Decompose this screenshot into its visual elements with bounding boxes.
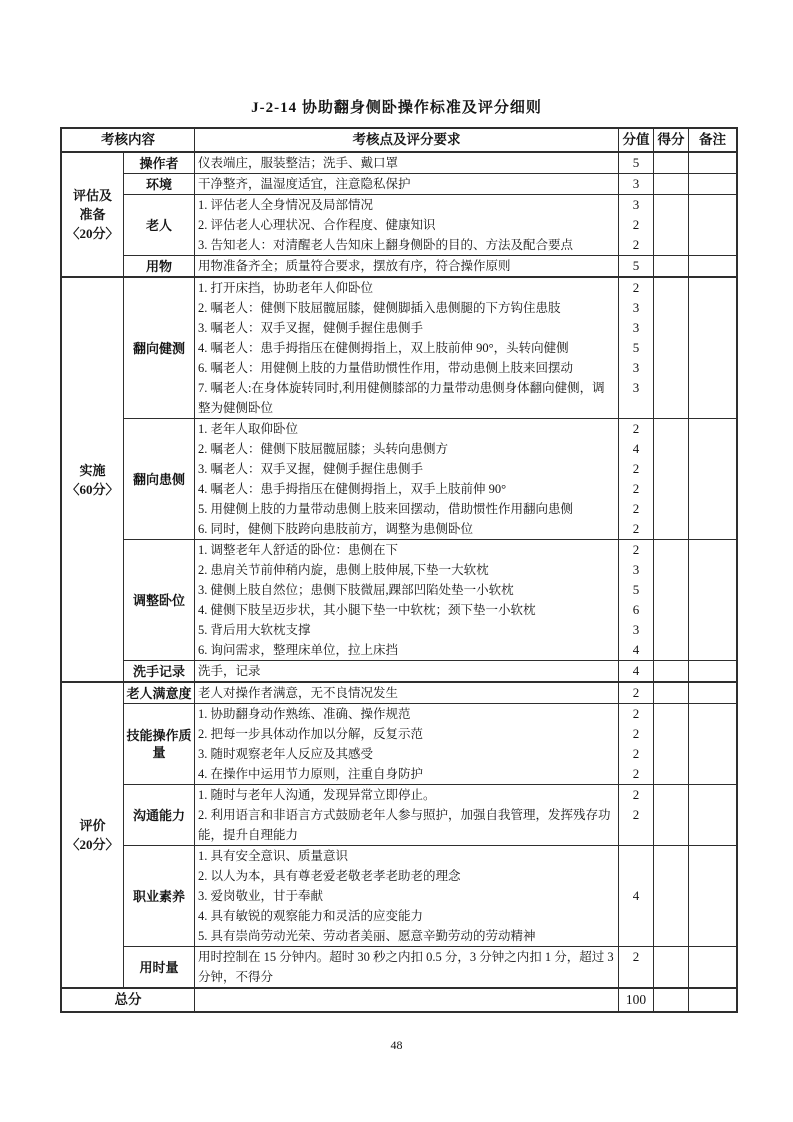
row-label: 翻向患侧: [124, 419, 195, 539]
header-cell-remark: 备注: [688, 129, 736, 151]
group-label-line: 实施: [79, 462, 106, 478]
item-row: [195, 298, 736, 318]
score-cell: 5: [618, 256, 653, 276]
gain-cell: [653, 540, 688, 560]
score-cell: 3: [618, 298, 653, 318]
score-cell: 2: [618, 479, 653, 499]
gain-cell: [653, 278, 688, 298]
remark-cell: [688, 278, 736, 298]
remark-cell: [688, 358, 736, 378]
remark-cell: [688, 338, 736, 358]
gain-cell: [653, 195, 688, 215]
score-cell: 3: [618, 378, 653, 418]
items-cell: [195, 195, 736, 255]
remark-cell: [688, 174, 736, 194]
item-text: 1. 调整老年人舒适的卧位：患侧在下: [198, 543, 399, 557]
table-row: [124, 153, 736, 173]
gain-cell: [653, 744, 688, 764]
group-label-line: 准备: [79, 207, 106, 222]
item-text: 1. 协助翻身动作熟练、准确、操作规范: [198, 707, 411, 721]
item-row: [195, 479, 736, 499]
row-label: 用时量: [124, 947, 195, 987]
group-label-line: 〈60分〉: [66, 481, 119, 497]
score-cell: 2: [618, 215, 653, 235]
group-rows: [124, 278, 736, 681]
item-text: 6. 询问需求，整理床单位，拉上床挡: [198, 643, 399, 657]
score-cell: 4: [618, 661, 653, 681]
item-row: [195, 358, 736, 378]
score-cell: 2: [618, 744, 653, 764]
score-cell: 3: [618, 560, 653, 580]
gain-cell: [653, 704, 688, 724]
items-cell: [195, 153, 736, 173]
row-label: 技能操作质量: [124, 704, 195, 784]
item-row: [195, 540, 736, 560]
item-row: [195, 704, 736, 724]
gain-cell: [653, 318, 688, 338]
score-cell: 2: [618, 499, 653, 519]
item-text: 2. 患肩关节前伸稍内旋，患侧上肢伸展,下垫一大软枕: [198, 563, 489, 577]
gain-cell: [653, 640, 688, 660]
gain-cell: [653, 519, 688, 539]
remark-cell: [688, 785, 736, 805]
remark-cell: [688, 683, 736, 703]
items-cell: [195, 846, 618, 946]
item-text: 2. 把每一步具体动作加以分解，反复示范: [198, 727, 424, 741]
item-text: 4. 在操作中运用节力原则，注重自身防护: [198, 767, 424, 781]
item-row: [195, 560, 736, 580]
group-label-cell: [62, 278, 124, 681]
item-text: 2. 评估老人心理状况、合作程度、健康知识: [198, 218, 436, 232]
row-label: 职业素养: [124, 846, 195, 946]
remark-cell: [688, 704, 736, 724]
item-text: 3. 嘱老人：双手叉握，健侧手握住患侧手: [198, 321, 424, 335]
item-row: [195, 724, 736, 744]
gain-cell: [653, 174, 688, 194]
gain-cell: [653, 846, 688, 946]
item-row: [195, 805, 736, 845]
table-row: [124, 255, 736, 276]
item-text: 4. 健侧下肢呈迈步状，其小腿下垫一中软枕；颈下垫一小软枕: [198, 603, 536, 617]
table-row: [124, 173, 736, 194]
score-cell: 4: [618, 439, 653, 459]
group-label-cell: [62, 683, 124, 987]
item-row: [195, 661, 736, 681]
total-content-cell: [195, 989, 618, 1011]
score-cell: 2: [618, 704, 653, 724]
remark-cell: [688, 620, 736, 640]
gain-cell: [653, 479, 688, 499]
gain-cell: [653, 499, 688, 519]
remark-cell: [688, 846, 736, 946]
items-cell: [195, 278, 736, 418]
row-label: 操作者: [124, 153, 195, 173]
group-label-cell: [62, 153, 124, 276]
item-text: 干净整齐，温湿度适宜，注意隐私保护: [198, 177, 411, 191]
total-score-cell: 100: [618, 989, 653, 1011]
score-cell: 3: [618, 318, 653, 338]
item-text: 仪表端庄，服装整洁；洗手、戴口罩: [198, 156, 399, 170]
item-row: [195, 318, 736, 338]
item-row: [195, 378, 736, 418]
items-cell: [195, 947, 736, 987]
item-text: 5. 具有崇尚劳动光荣、劳动者美丽、愿意辛勤劳动的劳动精神: [198, 929, 536, 943]
gain-cell: [653, 683, 688, 703]
score-cell: 6: [618, 600, 653, 620]
gain-cell: [653, 947, 688, 987]
items-cell: [195, 540, 736, 660]
item-text: 6. 同时，健侧下肢跨向患肢前方，调整为患侧卧位: [198, 522, 474, 536]
gain-cell: [653, 419, 688, 439]
item-text: 1. 具有安全意识、质量意识: [198, 849, 349, 863]
gain-cell: [653, 805, 688, 845]
item-text: 6. 嘱老人：用健侧上肢的力量借助惯性作用，带动患侧上肢来回摆动: [198, 361, 574, 375]
remark-cell: [688, 805, 736, 845]
gain-cell: [653, 764, 688, 784]
score-cell: 3: [618, 174, 653, 194]
page-title: J-2-14 协助翻身侧卧操作标准及评分细则: [251, 100, 542, 116]
item-text: 2. 嘱老人：健侧下肢屈髋屈膝，健侧脚插入患侧腿的下方钩住患肢: [198, 301, 561, 315]
items-cell: [195, 661, 736, 681]
row-label: 环境: [124, 174, 195, 194]
table-row: [124, 703, 736, 784]
header-cell-gain: 得分: [653, 129, 688, 151]
remark-cell: [688, 378, 736, 418]
table-row: [124, 683, 736, 703]
section-row: [62, 681, 736, 987]
item-text: 5. 背后用大软枕支撑: [198, 623, 311, 637]
item-row: [195, 580, 736, 600]
gain-cell: [653, 338, 688, 358]
score-cell: 3: [618, 195, 653, 215]
items-cell: [195, 785, 736, 845]
item-text: 用时控制在 15 分钟内。超时 30 秒之内扣 0.5 分，3 分钟之内扣 1 分，超过 3 分钟，不得分: [198, 950, 614, 984]
remark-cell: [688, 215, 736, 235]
item-text: 5. 用健侧上肢的力量带动患侧上肢来回摆动，借助惯性作用翻向患侧: [198, 502, 574, 516]
gain-cell: [653, 235, 688, 255]
remark-cell: [688, 439, 736, 459]
gain-cell: [653, 358, 688, 378]
score-cell: 5: [618, 153, 653, 173]
row-label: 沟通能力: [124, 785, 195, 845]
item-row: [195, 419, 736, 439]
items-cell: [195, 704, 736, 784]
gain-cell: [653, 459, 688, 479]
item-row: [195, 256, 736, 276]
remark-cell: [688, 540, 736, 560]
score-cell: 2: [618, 419, 653, 439]
score-cell: 3: [618, 358, 653, 378]
remark-cell: [688, 499, 736, 519]
items-cell: [195, 174, 736, 194]
table-row: [124, 784, 736, 845]
remark-cell: [688, 600, 736, 620]
remark-cell: [688, 153, 736, 173]
table-row: [124, 539, 736, 660]
score-cell: 4: [618, 846, 653, 946]
table-row: [124, 418, 736, 539]
items-cell: [195, 683, 736, 703]
gain-cell: [653, 620, 688, 640]
group-rows: [124, 153, 736, 276]
group-label-line: 评估及: [72, 188, 112, 203]
group-label-line: 〈20分〉: [66, 226, 119, 241]
item-row: [195, 195, 736, 215]
gain-cell: [653, 560, 688, 580]
gain-cell: [653, 724, 688, 744]
item-text: 3. 嘱老人：双手叉握，健侧手握住患侧手: [198, 462, 424, 476]
score-cell: 2: [618, 540, 653, 560]
score-cell: 2: [618, 947, 653, 987]
item-row: [195, 744, 736, 764]
score-cell: 5: [618, 580, 653, 600]
items-cell: [195, 256, 736, 276]
item-row: [195, 640, 736, 660]
gain-cell: [653, 600, 688, 620]
section-row: [62, 153, 736, 276]
item-row: [195, 153, 736, 173]
section-row: [62, 276, 736, 681]
row-label: 调整卧位: [124, 540, 195, 660]
remark-cell: [688, 318, 736, 338]
score-cell: 2: [618, 459, 653, 479]
score-cell: 2: [618, 805, 653, 845]
total-label: 总分: [62, 989, 195, 1011]
row-label: 用物: [124, 256, 195, 276]
item-text: 老人对操作者满意，无不良情况发生: [198, 686, 399, 700]
item-text: 2. 嘱老人：健侧下肢屈髋屈膝；头转向患侧方: [198, 442, 449, 456]
table-row: [124, 278, 736, 418]
page-number: 48: [390, 1038, 403, 1052]
score-table: [60, 127, 738, 1013]
row-label: 洗手记录: [124, 661, 195, 681]
table-row: [124, 845, 736, 946]
score-cell: 2: [618, 764, 653, 784]
gain-cell: [653, 215, 688, 235]
item-text: 4. 具有敏锐的观察能力和灵活的应变能力: [198, 909, 424, 923]
item-text: 1. 打开床挡，协助老年人仰卧位: [198, 281, 374, 295]
gain-cell: [653, 298, 688, 318]
remark-cell: [688, 640, 736, 660]
item-text: 7. 嘱老人:在身体旋转同时,利用健侧膝部的力量带动患侧身体翻向健侧，调整为健侧卧位: [198, 381, 605, 415]
item-row: [195, 174, 736, 194]
remark-cell: [688, 764, 736, 784]
item-row: [195, 519, 736, 539]
item-text: 2. 利用语言和非语言方式鼓励老年人参与照护，加强自我管理，发挥残存功能，提升自理能力: [198, 808, 611, 842]
gain-cell: [653, 661, 688, 681]
score-cell: 5: [618, 338, 653, 358]
group-label-line: 〈20分〉: [66, 837, 119, 852]
total-gain-cell: [653, 989, 688, 1011]
group-rows: [124, 683, 736, 987]
item-text: 洗手，记录: [198, 664, 261, 678]
table-row: [124, 660, 736, 681]
gain-cell: [653, 153, 688, 173]
score-cell: 2: [618, 683, 653, 703]
item-row: [195, 947, 736, 987]
row-label: 老人满意度: [124, 683, 195, 703]
gain-cell: [653, 256, 688, 276]
remark-cell: [688, 459, 736, 479]
remark-cell: [688, 479, 736, 499]
total-remark-cell: [688, 989, 736, 1011]
remark-cell: [688, 560, 736, 580]
item-row: [195, 439, 736, 459]
gain-cell: [653, 439, 688, 459]
table-row: [124, 946, 736, 987]
item-row: [195, 683, 736, 703]
item-text: 4. 嘱老人：患手拇指压在健侧拇指上，双手上肢前伸 90°: [198, 482, 507, 496]
remark-cell: [688, 235, 736, 255]
item-row: [195, 764, 736, 784]
score-cell: 4: [618, 640, 653, 660]
remark-cell: [688, 419, 736, 439]
score-cell: 2: [618, 278, 653, 298]
remark-cell: [688, 744, 736, 764]
gain-cell: [653, 580, 688, 600]
header-cell-points: 考核点及评分要求: [352, 132, 461, 147]
score-cell: 2: [618, 724, 653, 744]
item-text: 1. 老年人取仰卧位: [198, 422, 299, 436]
item-row: [195, 459, 736, 479]
item-text: 3. 告知老人：对清醒老人告知床上翻身侧卧的目的、方法及配合要点: [198, 238, 574, 252]
item-text: 2. 以人为本，具有尊老爱老敬老孝老助老的理念: [198, 869, 461, 883]
item-row: [195, 620, 736, 640]
score-cell: 2: [618, 519, 653, 539]
table-row: [124, 194, 736, 255]
gain-cell: [653, 785, 688, 805]
remark-cell: [688, 195, 736, 215]
item-text: 3. 健侧上肢自然位；患侧下肢微屈,踝部凹陷处垫一小软枕: [198, 583, 514, 597]
table-header-row: [62, 129, 736, 153]
row-label: 老人: [124, 195, 195, 255]
item-text: 1. 评估老人全身情况及局部情况: [198, 198, 374, 212]
gain-cell: [653, 378, 688, 418]
item-text: 4. 嘱老人：患手拇指压在健侧拇指上，双上肢前伸 90°，头转向健侧: [198, 341, 569, 355]
header-cell-score: 分值: [618, 129, 653, 151]
item-text: 3. 随时观察老年人反应及其感受: [198, 747, 374, 761]
item-row: [195, 785, 736, 805]
score-cell: 2: [618, 235, 653, 255]
remark-cell: [688, 256, 736, 276]
remark-cell: [688, 519, 736, 539]
remark-cell: [688, 947, 736, 987]
remark-cell: [688, 661, 736, 681]
items-cell: [195, 419, 736, 539]
row-label: 翻向健测: [124, 278, 195, 418]
item-row: [195, 600, 736, 620]
remark-cell: [688, 298, 736, 318]
group-label-line: 评价: [79, 818, 106, 833]
score-cell: 2: [618, 785, 653, 805]
remark-cell: [688, 724, 736, 744]
total-row: [62, 987, 736, 1011]
score-cell: 3: [618, 620, 653, 640]
item-row: [195, 278, 736, 298]
item-row: [195, 338, 736, 358]
header-cell-content: 考核内容: [62, 129, 195, 151]
remark-cell: [688, 580, 736, 600]
item-text: 用物准备齐全；质量符合要求，摆放有序，符合操作原则: [198, 259, 511, 273]
item-row: [195, 499, 736, 519]
item-row: [195, 215, 736, 235]
item-text: 3. 爱岗敬业，甘于奉献: [198, 889, 324, 903]
item-row: [195, 235, 736, 255]
item-text: 1. 随时与老年人沟通，发现异常立即停止。: [198, 788, 436, 802]
